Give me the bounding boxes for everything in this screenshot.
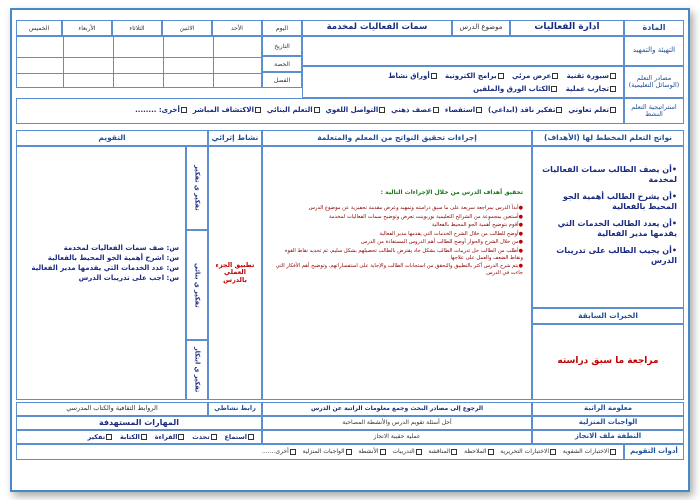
topic-value: سمات الفعاليات لمخدمة	[302, 20, 452, 36]
strategy-option[interactable]: الاكتشاف المباشر	[193, 106, 262, 114]
procedure-step: ● أوضح للطالب من خلال الشرح الخدمات التي يقدمها مدير الفعالية	[271, 231, 523, 238]
prior-knowledge-value: مراجعة ما سبق دراسته	[532, 324, 684, 400]
exit-label: النطفة ملف الانجاز	[532, 430, 684, 444]
lesson-plan-sheet	[10, 8, 690, 492]
strategies-options	[16, 98, 624, 124]
exit-value: عملية حقيبة الانجاز	[262, 430, 532, 444]
tool-option[interactable]: أخرى.......	[262, 448, 297, 455]
day-col-tue: الثلاثاء	[112, 20, 162, 36]
evaluation-question: س: اجب على تدريبات الدرس	[21, 273, 179, 283]
procedures-header: إجراءات تحقيق النواتج من المعلم والمتعلمة	[262, 130, 532, 146]
objective-item: • أن يجيب الطالب على تدريبات الدرس	[537, 246, 677, 266]
enrichment-label: معلومة الراتبة	[532, 402, 684, 416]
day-col-mon: الاثنين	[162, 20, 212, 36]
evaluation-question: س: صف سمات الفعاليات لمخدمة	[21, 243, 179, 253]
subject-label: المادة	[624, 20, 684, 36]
tool-option[interactable]: الواجبات المنزلية	[302, 448, 352, 455]
resource-option[interactable]: أوراق نشاط	[388, 72, 438, 80]
objective-item: • أن يصف الطالب سمات الفعاليات لمخدمة	[537, 165, 677, 185]
date-label: التاريخ	[262, 36, 302, 56]
procedure-step: ● يتم شرح الدرس أكثر بالتطبيق والتحقق من استجابات الطالب والإجابة على استفساراتهم، وتوضيح أهم الأفكار التي جاءت في الدرس	[271, 263, 523, 277]
strategy-option[interactable]: التواصل اللغوي	[326, 106, 387, 114]
skill-option[interactable]: القراءة	[155, 433, 186, 441]
strategy-option[interactable]: عصف ذهني	[391, 106, 440, 114]
prior-knowledge-label: الخبرات السابقة	[532, 308, 684, 324]
day-col-thu: الخميس	[16, 20, 62, 36]
tools-label: أدوات التقويم	[624, 444, 684, 460]
tool-option[interactable]: الاختبارات الشفوية	[563, 448, 617, 455]
links-label: رابط نشاطي	[208, 402, 262, 416]
strategy-option[interactable]: التعلم البنائي	[267, 106, 321, 114]
procedure-step: ● من خلال الشرح والحوار أوضح للطالب أهم الدروس المستفادة من الدرس	[271, 239, 523, 246]
objectives-header: نواتج التعلم المخطط لها (الأهداف)	[532, 130, 684, 146]
resources-options	[302, 66, 624, 98]
resource-option[interactable]: تجارب عملية	[566, 85, 617, 93]
strategy-option[interactable]: تفكير ناقد (ابداعي)	[488, 106, 563, 114]
resource-option[interactable]: الكتاب الورق والملفين	[473, 85, 558, 93]
strategies-label: استراتيجية التعلم النشط	[624, 98, 684, 124]
intro-field[interactable]	[302, 36, 624, 66]
topic-label: موضوع الدرس	[452, 20, 510, 36]
procedure-step: ● أستعين بمجموعة من الشرائح التعليمية بوربوينت تعرض وتوضيح سمات الفعاليات لمخدمة	[271, 214, 523, 221]
intro-label: التهيئة والتمهيد	[624, 36, 684, 66]
objective-item: • أن يشرح الطالب أهمية الجو المحيط بالفعالية	[537, 192, 677, 212]
enrichment-value: الرجوع إلى مصادر البحث وجمع معلومات الراتبة عن الدرس	[262, 402, 532, 416]
skills-options	[16, 430, 262, 444]
evaluation-cell	[16, 146, 186, 400]
procedure-step: ● أبدأ الدرس بمراجعة سريعة على ما سبق دراسته وتمهيد وعرض مقدمة تحفيزية عن موضوع الدرس	[271, 205, 523, 212]
procedures-intro: تحقيق أهداف الدرس من خلال الإجراءات التالية :	[380, 189, 523, 196]
tool-option[interactable]: المناقشة	[428, 448, 458, 455]
thinking-level-1: تفكير ي تفكير	[186, 146, 208, 230]
evaluation-header: التقويم	[16, 130, 208, 146]
strategy-option[interactable]: أخرى: ........	[135, 106, 188, 114]
class-label: الفصل	[262, 72, 302, 88]
thinking-level-2: تفكير ي بنائي	[186, 230, 208, 340]
thinking-level-3: تفكير ي ابتكار	[186, 340, 208, 400]
skill-option[interactable]: تحدث	[192, 433, 217, 441]
day-label: اليوم	[262, 20, 302, 36]
evaluation-question: س: اشرح أهمية الجو المحيط بالفعالية	[21, 253, 179, 263]
skills-label: المهارات المستهدفة	[16, 416, 262, 430]
tool-option[interactable]: الملاحظة	[464, 448, 494, 455]
resource-option[interactable]: سبورة تقنية	[567, 72, 617, 80]
procedure-step: ● أقوم بتوضيح أهمية الجو المحيط بالفعالية	[271, 222, 523, 229]
tools-options	[16, 444, 624, 460]
day-col-sun: الأحد	[212, 20, 262, 36]
strategy-option[interactable]: استقصاء	[445, 106, 483, 114]
activity-cell: تطبيق الجزء العملي بالدرس	[208, 146, 262, 400]
resource-option[interactable]: برامج الكترونية	[445, 72, 505, 80]
skill-option[interactable]: تفكير	[88, 433, 114, 441]
schedule-grid	[16, 36, 262, 88]
tool-option[interactable]: التدريبات	[392, 448, 422, 455]
tool-option[interactable]: الاختبارات التحريرية	[500, 448, 557, 455]
objective-item: • أن يعدد الطالب الخدمات التي يقدمها مدير الفعالية	[537, 219, 677, 239]
skill-option[interactable]: الكتابة	[120, 433, 148, 441]
objectives-cell	[532, 146, 684, 308]
homework-value: أحل أسئلة تقويم الدرس والأنشطة المصاحبة	[262, 416, 532, 430]
procedure-step: ● أطلب من الطالب حل تدريبات الطالب بشكل جاد يقترض بالطالب تحصيلهم بشكل سليم، ثم تحديد نقاط القوة ونقاط الضعف والعمل على علاجها	[271, 248, 523, 262]
subject-value: ادارة الفعاليات	[510, 20, 624, 36]
homework-label: الواجبات المنزلية	[532, 416, 684, 430]
resource-option[interactable]: عرض مرئي	[512, 72, 559, 80]
strategy-option[interactable]: تعلم تعاوني	[568, 106, 617, 114]
period-label: الحصة	[262, 56, 302, 72]
links-value: الروابط الثقافية والكتاب المدرسي	[16, 402, 208, 416]
evaluation-question: س: عدد الخدمات التي يقدمها مدير الفعالية	[21, 263, 179, 273]
tool-option[interactable]: الأنشطة	[358, 448, 386, 455]
day-col-wed: الأربعاء	[62, 20, 112, 36]
resources-label: مصادر التعلم (الوسائل التعليمية)	[624, 66, 684, 98]
skill-option[interactable]: استماع	[224, 433, 255, 441]
procedures-cell	[262, 146, 532, 400]
activity-header: نشاط إثرائي	[208, 130, 262, 146]
